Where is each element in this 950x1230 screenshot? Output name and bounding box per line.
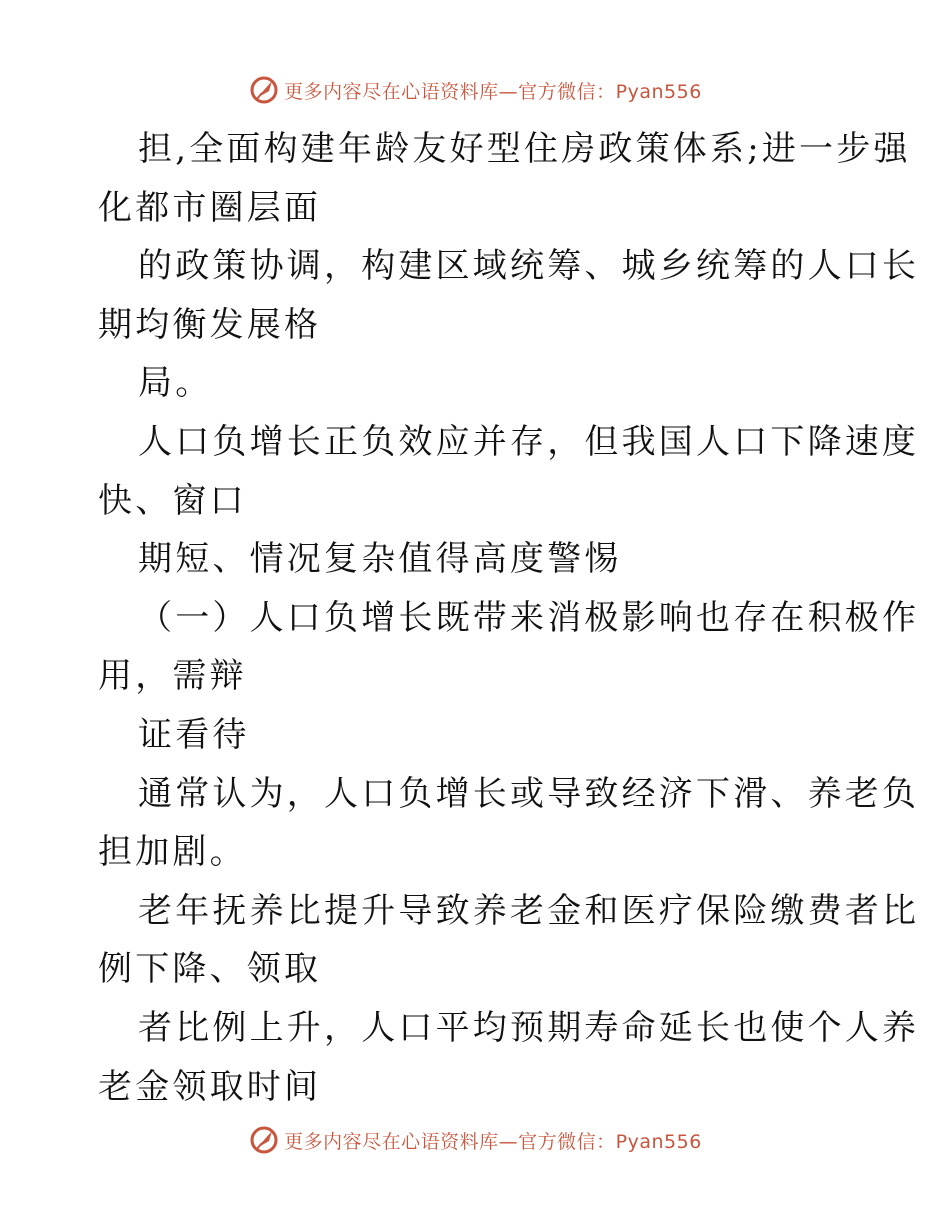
text-line: 化都市圈层面 xyxy=(98,187,322,228)
quill-logo-icon xyxy=(248,1124,280,1156)
watermark-footer xyxy=(0,1120,950,1160)
quill-logo-icon xyxy=(248,74,280,106)
text-line: 用，需辩 xyxy=(98,656,247,697)
text-line: 通常认为，人口负增长或导致经济下滑、养老负 xyxy=(138,773,920,814)
text-line: 证看待 xyxy=(138,714,250,755)
text-line: 局。 xyxy=(138,363,213,404)
document-body xyxy=(98,120,920,1116)
watermark-header xyxy=(0,70,950,110)
text-line: 期短、情况复杂值得高度警惕 xyxy=(138,539,622,580)
text-line: 例下降、领取 xyxy=(98,949,322,990)
text-line: 担加剧。 xyxy=(98,832,247,873)
text-line: 老金领取时间 xyxy=(98,1066,322,1107)
text-line: 担,全面构建年龄友好型住房政策体系;进一步强 xyxy=(138,129,911,169)
watermark-text: 更多内容尽在心语资料库—官方微信：Pyan556 xyxy=(284,80,702,103)
text-line: 的政策协调，构建区域统筹、城乡统筹的人口长 xyxy=(138,246,920,287)
text-line: 期均衡发展格 xyxy=(98,304,322,345)
watermark-text: 更多内容尽在心语资料库—官方微信：Pyan556 xyxy=(284,1130,702,1153)
text-line: 老年抚养比提升导致养老金和医疗保险缴费者比 xyxy=(138,890,920,931)
text-line: 快、窗口 xyxy=(98,480,247,521)
text-line: 人口负增长正负效应并存，但我国人口下降速度 xyxy=(138,421,920,462)
text-line: 者比例上升，人口平均预期寿命延长也使个人养 xyxy=(138,1007,920,1048)
text-line: （一）人口负增长既带来消极影响也存在积极作 xyxy=(138,597,920,638)
